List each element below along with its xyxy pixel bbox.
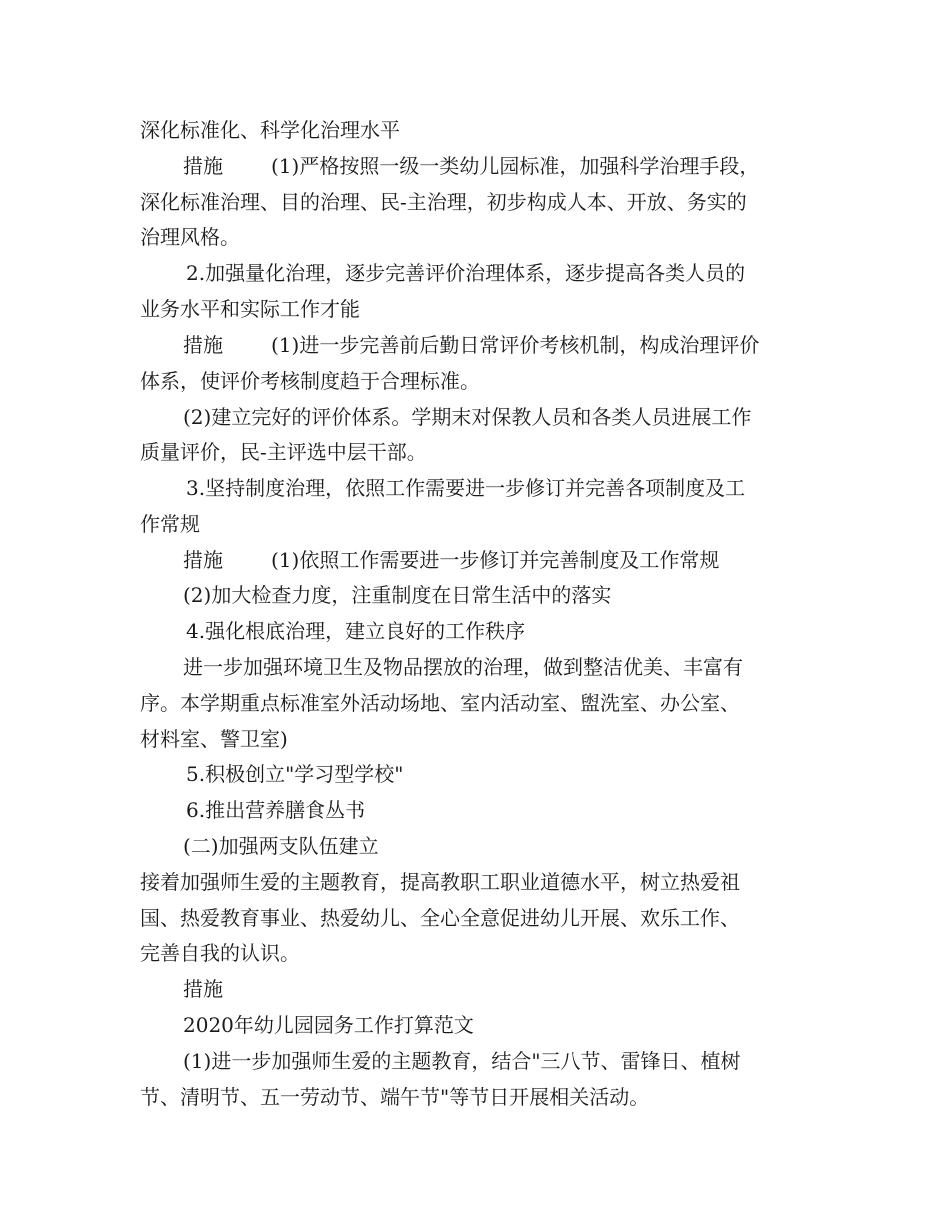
paragraph-line: 深化标准化、科学化治理水平	[140, 118, 400, 142]
paragraph-line: 体系，使评价考核制度趋于合理标准。	[140, 369, 480, 393]
paragraph-line: (1)进一步加强师生爱的主题教育，结合"三八节、雷锋日、植树	[183, 1049, 741, 1073]
section-heading: 3.坚持制度治理，依照工作需要进一步修订并完善各项制度及工	[186, 476, 746, 500]
measure-line	[183, 154, 759, 178]
section-heading: 4.强化根底治理，建立良好的工作秩序	[186, 619, 526, 643]
paragraph-line: 节、清明节、五一劳动节、端午节"等节日开展相关活动。	[140, 1085, 650, 1109]
measure-text: (1)进一步完善前后勤日常评价考核机制，构成治理评价	[271, 333, 760, 357]
measure-line	[183, 548, 719, 572]
paragraph-line: 质量评价，民-主评选中层干部。	[140, 440, 427, 464]
measure-label: 措施	[183, 333, 223, 357]
paragraph-line: 深化标准治理、目的治理、民-主治理，初步构成人本、开放、务实的	[140, 190, 747, 214]
measure-label: 措施	[183, 548, 223, 572]
paragraph-line: 治理风格。	[140, 225, 240, 249]
measure-label: 措施	[183, 977, 223, 1001]
paragraph-line: 序。本学期重点标准室外活动场地、室内活动室、盥洗室、办公室、	[140, 691, 740, 715]
measure-text: (1)依照工作需要进一步修订并完善制度及工作常规	[271, 548, 720, 572]
doc-title-line: 2020年幼儿园园务工作打算范文	[183, 1013, 474, 1037]
section-heading: 2.加强量化治理，逐步完善评价治理体系，逐步提高各类人员的	[186, 261, 746, 285]
section-heading: 6.推出营养膳食丛书	[186, 798, 366, 822]
section-heading: 5.积极创立"学习型学校"	[186, 762, 404, 786]
paragraph-line: 作常规	[140, 512, 200, 536]
section-heading: (二)加强两支队伍建立	[183, 834, 379, 858]
measure-line	[183, 333, 759, 357]
paragraph-line: 国、热爱教育事业、热爱幼儿、全心全意促进幼儿开展、欢乐工作、	[140, 906, 740, 930]
paragraph-line: 材料室、警卫室)	[140, 727, 288, 751]
measure-label: 措施	[183, 154, 223, 178]
measure-text: (1)严格按照一级一类幼儿园标准，加强科学治理手段，	[271, 154, 760, 178]
paragraph-line: (2)加大检查力度，注重制度在日常生活中的落实	[183, 583, 612, 607]
paragraph-line: 完善自我的认识。	[140, 941, 300, 965]
paragraph-line: 接着加强师生爱的主题教育，提高教职工职业道德水平，树立热爱祖	[140, 870, 740, 894]
paragraph-line: 业务水平和实际工作才能	[140, 297, 360, 321]
paragraph-line: 进一步加强环境卫生及物品摆放的治理，做到整洁优美、丰富有	[183, 655, 743, 679]
paragraph-line: (2)建立完好的评价体系。学期末对保教人员和各类人员进展工作	[183, 405, 752, 429]
